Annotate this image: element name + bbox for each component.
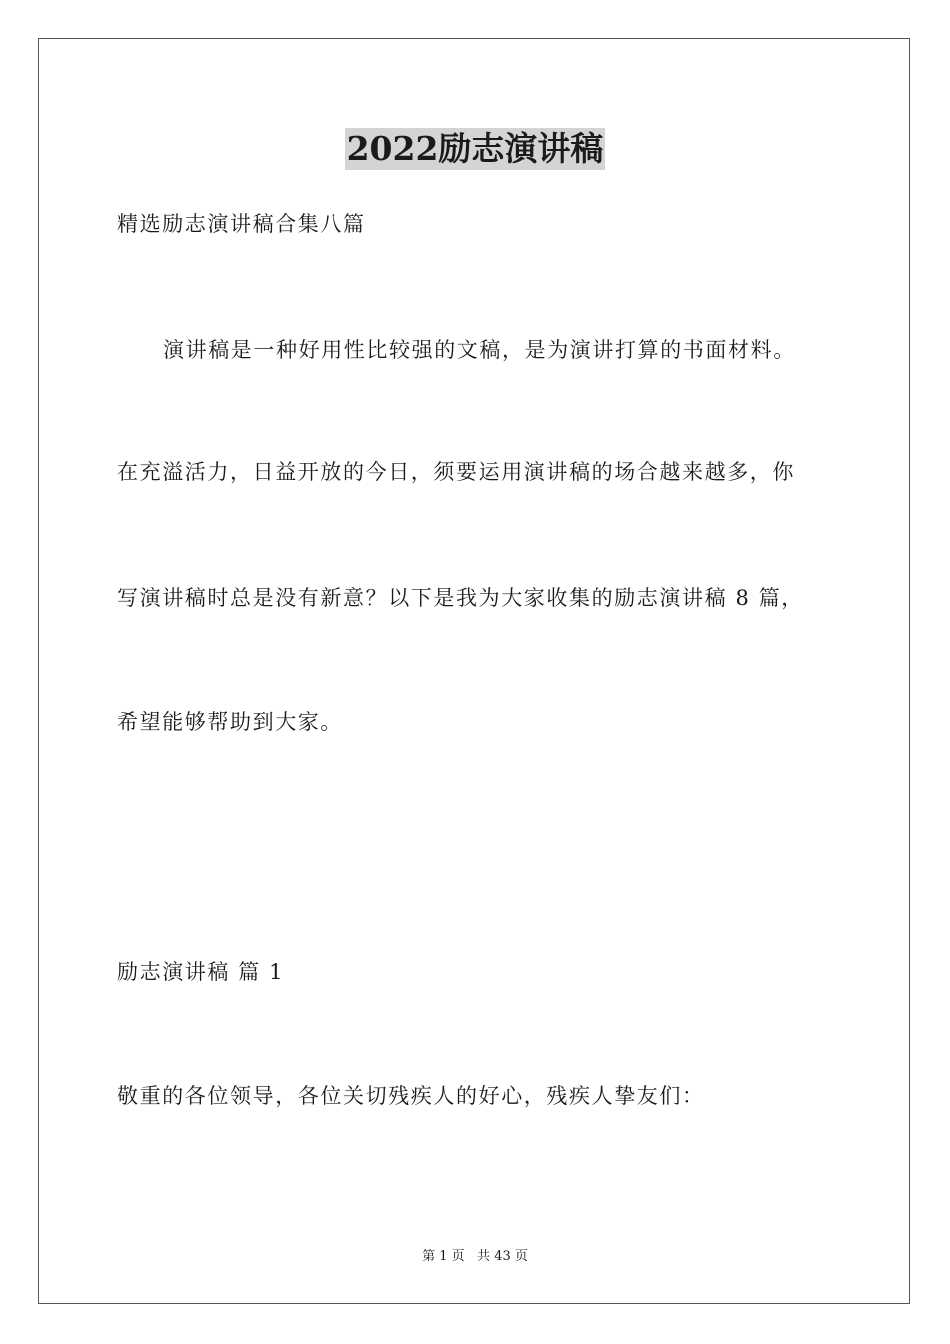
page-footer: 第 1 页 共 43 页 xyxy=(422,1249,528,1264)
document-subtitle: 精选励志演讲稿合集八篇 xyxy=(117,212,366,236)
greeting-line: 敬重的各位领导，各位关切残疾人的好心，残疾人挚友们： xyxy=(117,1084,705,1108)
intro-line-2: 在充溢活力，日益开放的今日，须要运用演讲稿的场合越来越多，你 xyxy=(117,460,795,484)
section-heading: 励志演讲稿 篇 1 xyxy=(117,960,285,984)
title-container xyxy=(0,128,950,170)
intro-line-3: 写演讲稿时总是没有新意？以下是我为大家收集的励志演讲稿 8 篇， xyxy=(117,586,804,610)
document-title: 2022励志演讲稿 xyxy=(346,129,604,168)
intro-line-4: 希望能够帮助到大家。 xyxy=(117,710,343,734)
intro-line-1: 演讲稿是一种好用性比较强的文稿，是为演讲打算的书面材料。 xyxy=(163,338,796,362)
